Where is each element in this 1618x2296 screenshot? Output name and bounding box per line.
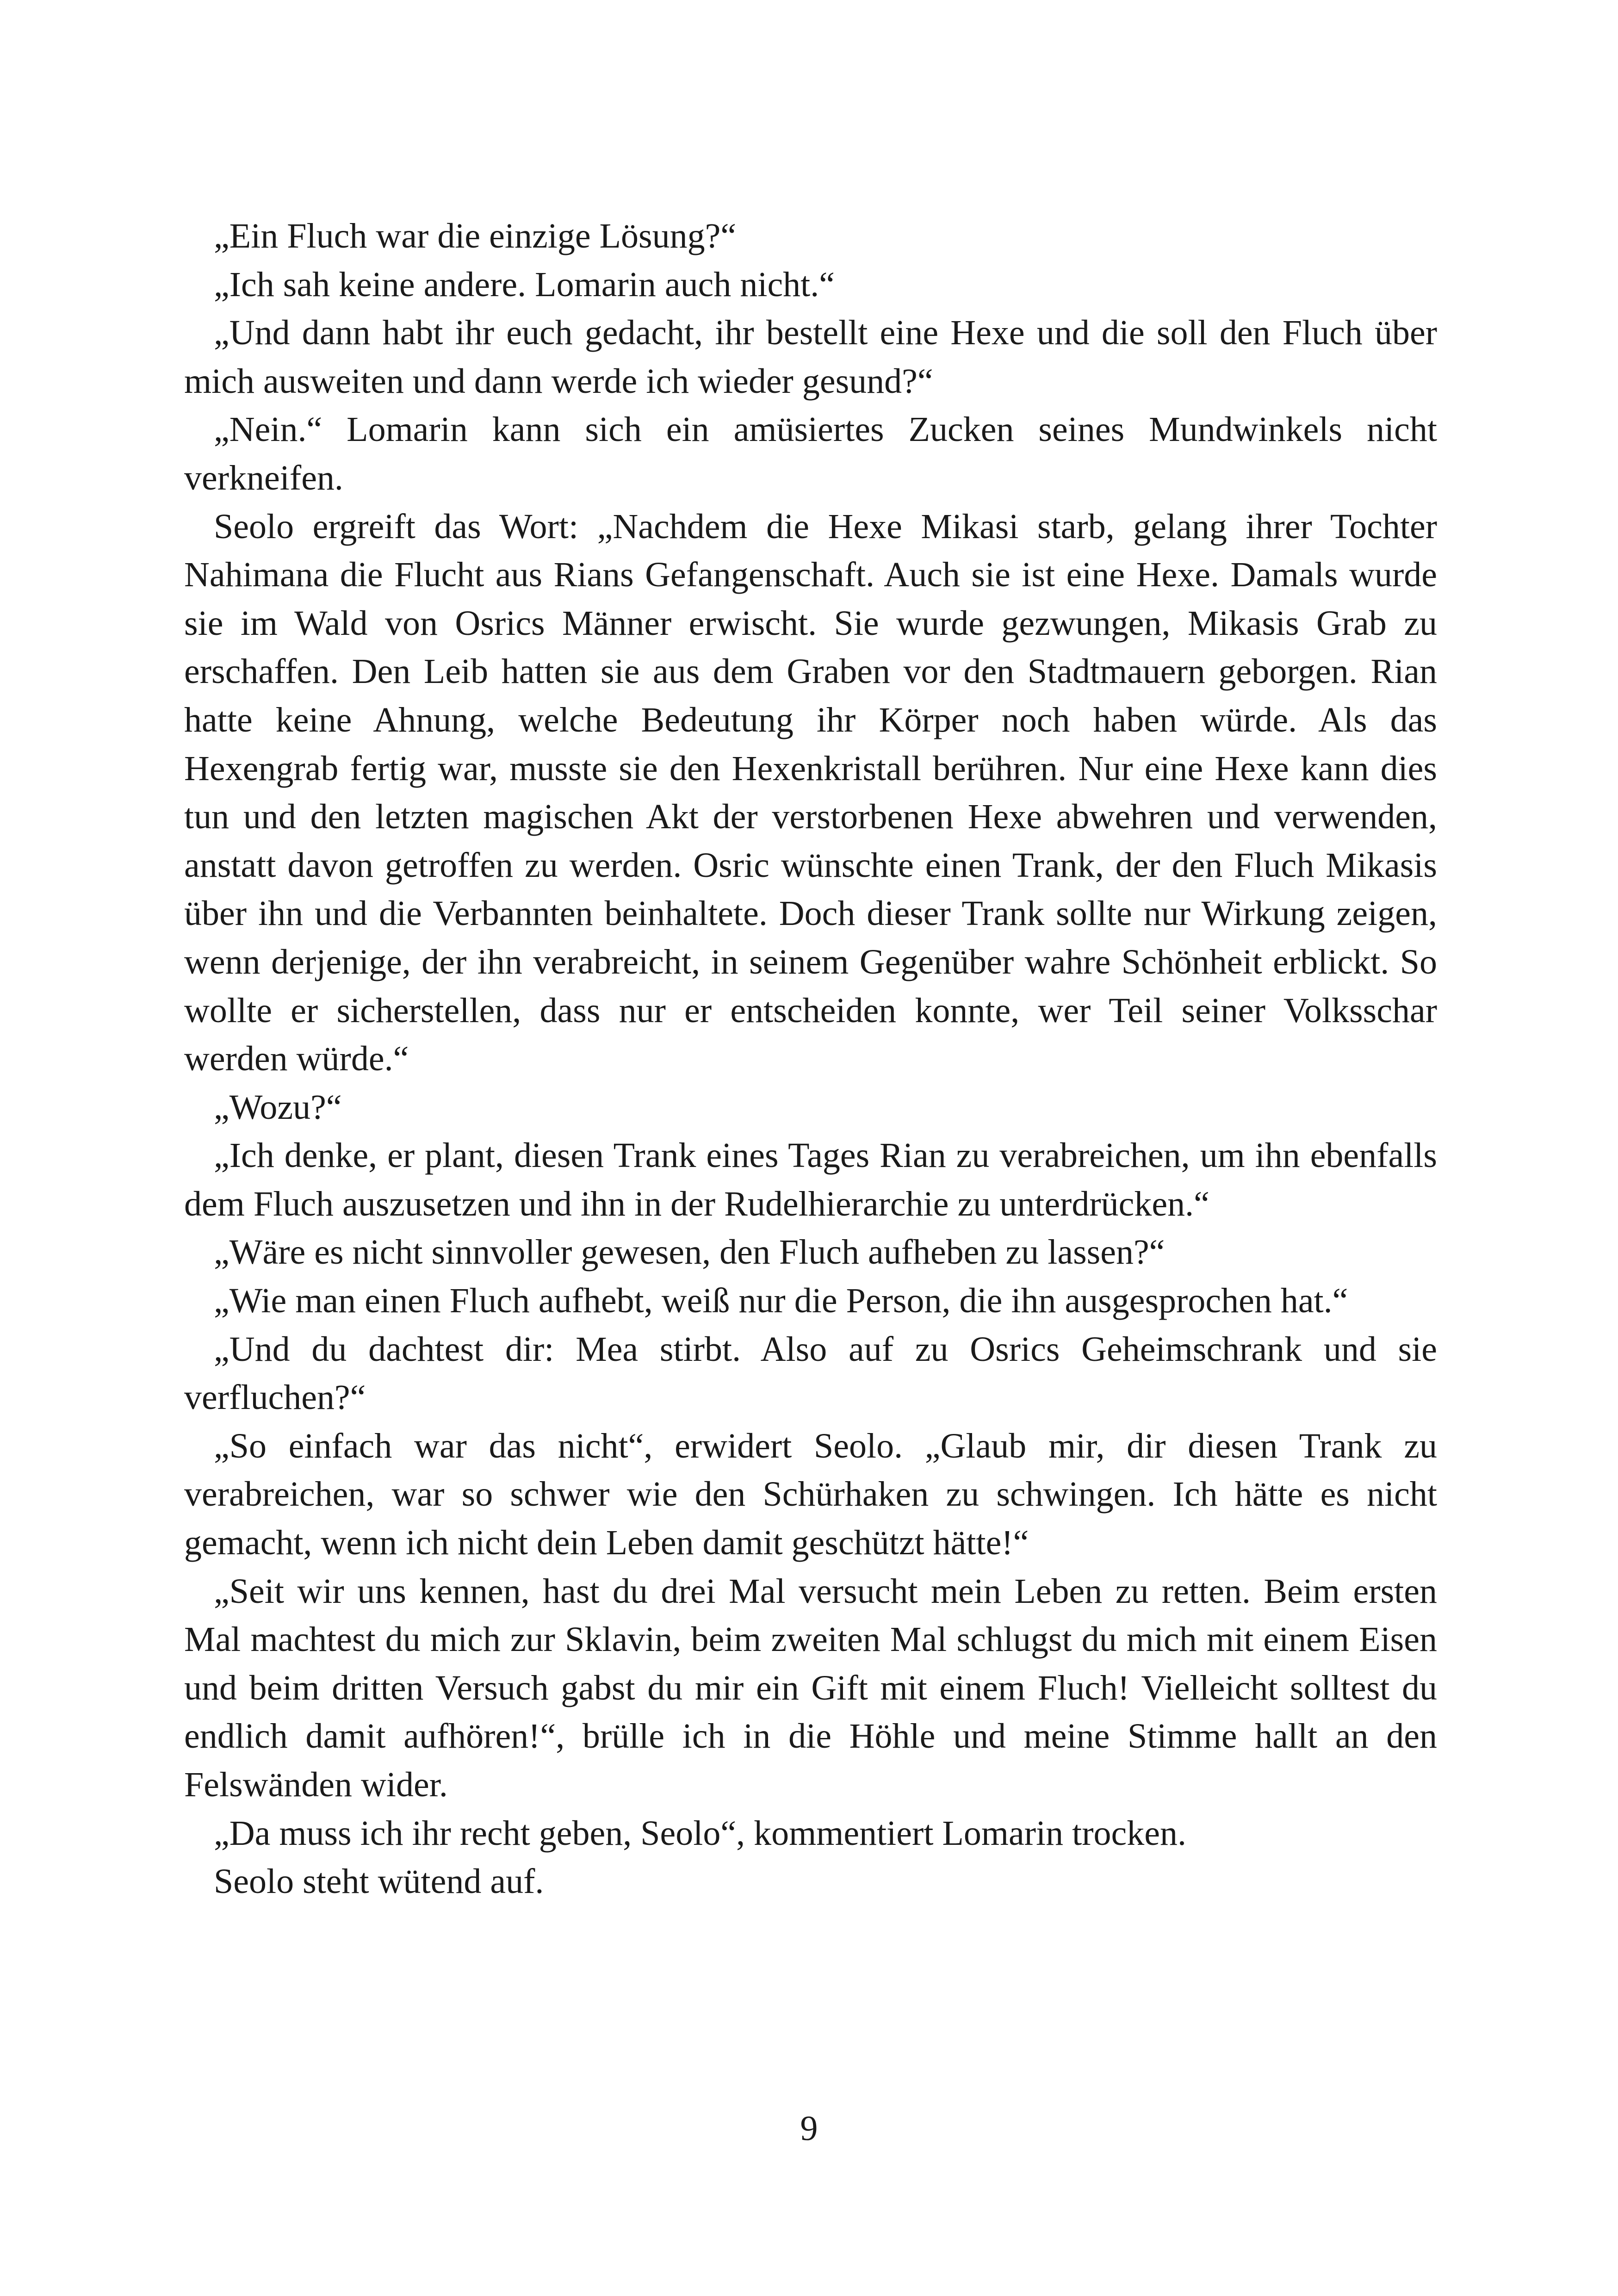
paragraph: „Wäre es nicht sinnvoller gewesen, den Fluch aufheben zu lassen?“ <box>214 1233 1165 1272</box>
paragraph: „Und du dachtest dir: Mea stirbt. Also auf zu Osrics Geheimschrank und sie verfluchen?“ <box>184 1329 1437 1417</box>
paragraph: „Da muss ich ihr recht geben, Seolo“, kommentiert Lomarin trocken. <box>214 1813 1187 1853</box>
paragraph: „Ich denke, er plant, diesen Trank eines Tages Rian zu verabreichen, um ihn ebenfalls dem Fluch auszusetzen und ihn in der Rudelhierarchie zu unterdrücken.“ <box>184 1136 1437 1223</box>
paragraph: „So einfach war das nicht“, erwidert Seolo. „Glaub mir, dir diesen Trank zu verabreichen, war so schwer wie den Schürhaken zu schwingen. Ich hätte es nicht gemacht, wenn ich nicht dein Leben damit geschützt hätte!“ <box>184 1426 1437 1563</box>
paragraph: Seolo steht wütend auf. <box>214 1862 544 1901</box>
paragraph: „Seit wir uns kennen, hast du drei Mal versucht mein Leben zu retten. Beim ersten Mal machtest du mich zur Sklavin, beim zweiten Mal schlugst du mich mit einem Eisen und beim dritten Versuch gabst du mir ein Gift mit einem Fluch! Vielleicht solltest du endlich damit aufhören!“, brülle ich in die Höhle und meine Stimme hallt an den Felswänden wider. <box>184 1571 1437 1804</box>
body-text <box>184 212 1437 1906</box>
paragraph: „Ein Fluch war die einzige Lösung?“ <box>214 217 737 255</box>
page-number: 9 <box>800 2109 818 2148</box>
paragraph: Seolo ergreift das Wort: „Nachdem die Hexe Mikasi starb, gelang ihrer Tochter Nahimana die Flucht aus Rians Gefangenschaft. Auch sie ist eine Hexe. Damals wurde sie im Wald von Osrics Männer erwischt. Sie wurde gezwungen, Mikasis Grab zu erschaffen. Den Leib hatten sie aus dem Graben vor den Stadtmauern geborgen. Rian hatte keine Ahnung, welche Bedeutung ihr Körper noch haben würde. Als das Hexengrab fertig war, musste sie den Hexenkristall berühren. Nur eine Hexe kann dies tun und den letzten magischen Akt der verstorbenen Hexe abwehren und verwenden, anstatt davon getroffen zu werden. Osric wünschte einen Trank, der den Fluch Mikasis über ihn und die Verbannten beinhaltete. Doch dieser Trank sollte nur Wirkung zeigen, wenn derjenige, der ihn verabreicht, in seinem Gegenüber wahre Schönheit erblickt. So wollte er sicherstellen, dass nur er entscheiden konnte, wer Teil seiner Volksschar werden würde.“ <box>184 507 1437 1079</box>
paragraph: „Wozu?“ <box>214 1087 342 1127</box>
paragraph: „Und dann habt ihr euch gedacht, ihr bestellt eine Hexe und die soll den Fluch über mich ausweiten und dann werde ich wieder gesund?“ <box>184 313 1437 401</box>
paragraph: „Nein.“ Lomarin kann sich ein amüsiertes Zucken seines Mundwinkels nicht verkneifen. <box>184 410 1437 497</box>
paragraph: „Ich sah keine andere. Lomarin auch nicht.“ <box>214 265 835 304</box>
paragraph: „Wie man einen Fluch aufhebt, weiß nur die Person, die ihn ausgesprochen hat.“ <box>214 1281 1348 1321</box>
